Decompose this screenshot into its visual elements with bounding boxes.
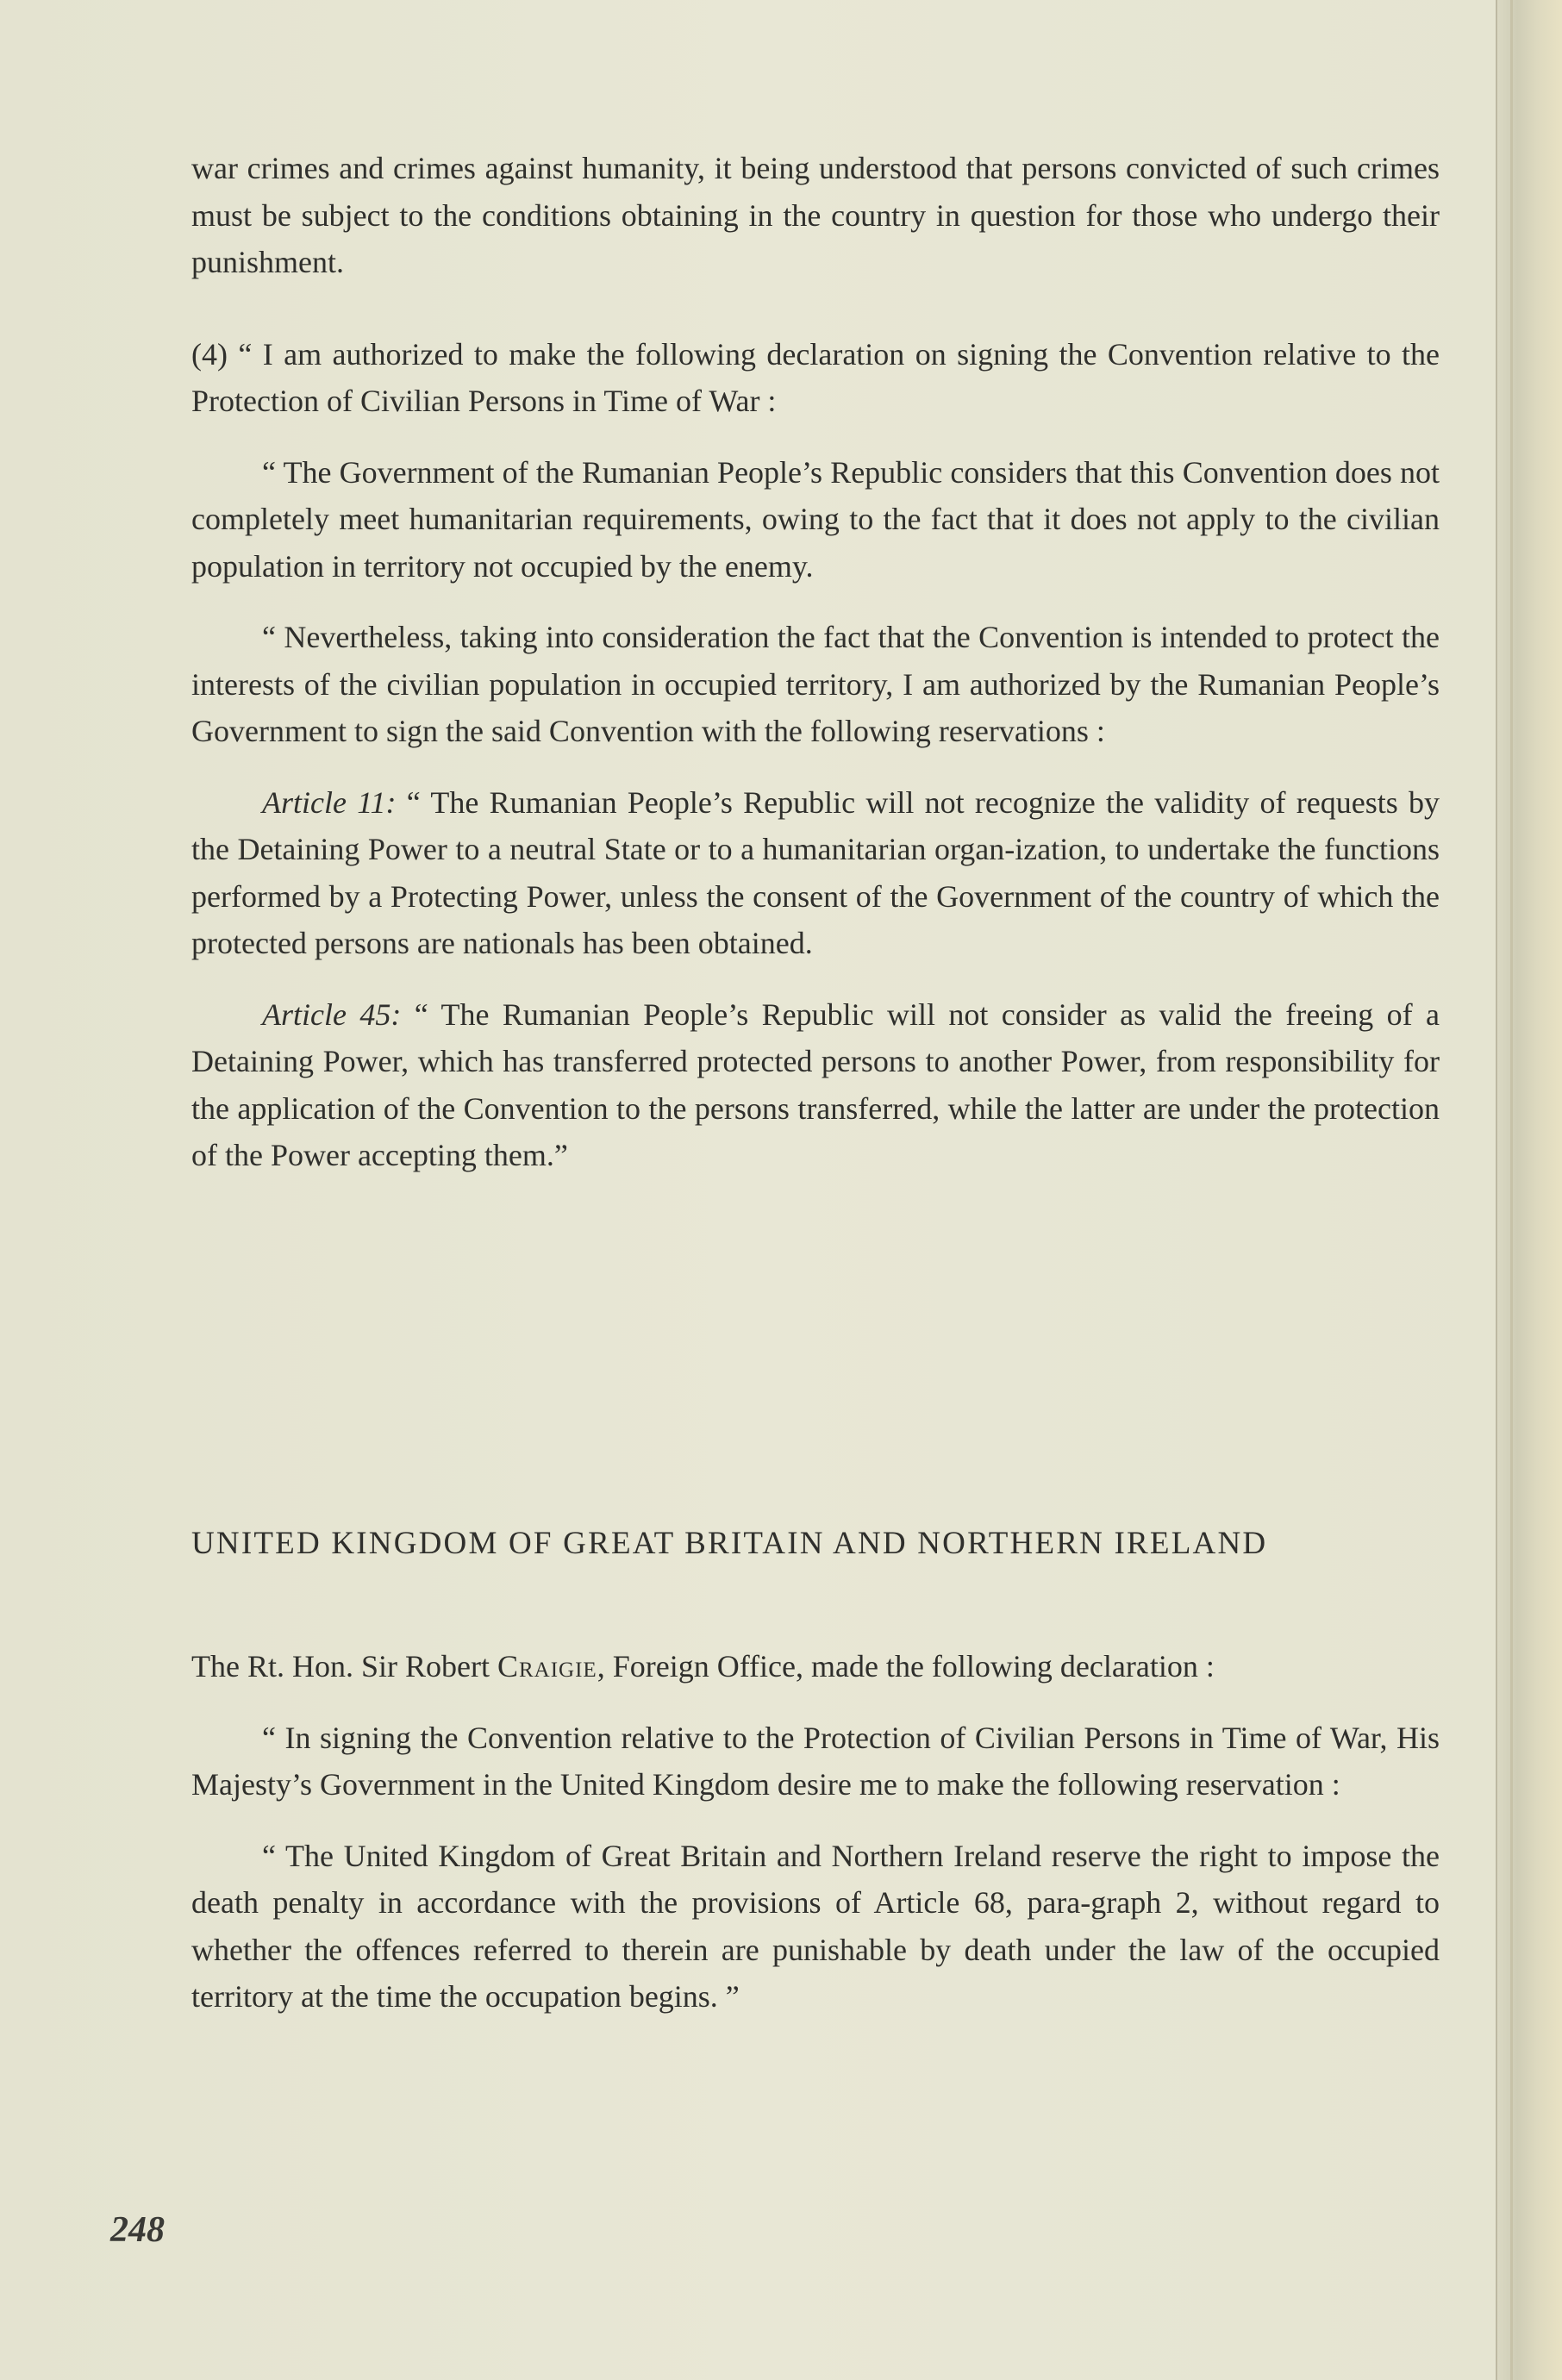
article-11-label: Article 11: [262,784,397,820]
paragraph-government-view: “ The Government of the Rumanian People’s Republic considers that this Convention does not completely meet humanitarian requirements, owing to the fact that it does not apply to the civilian population in territory not occupied by the enemy. [191,454,1440,584]
paragraph-article-11 [191,779,1440,967]
body-text-top [191,145,1440,1179]
paragraph-uk-reservation: “ The United Kingdom of Great Britain and Northern Ireland reserve the right to impose the death penalty in accordance with the provisions of Article 68, para-graph 2, without regard to whether the offences referred to therein are punishable by death under the law of the occupied territory at the time the occupation begins. ” [191,1838,1440,2014]
body-text-uk [191,1643,1440,2021]
book-page-edge [1496,0,1562,2380]
article-45-label: Article 45: [262,996,402,1032]
paragraph-uk-signing: “ In signing the Convention relative to the Protection of Civilian Persons in Time of War, His Majesty’s Government in the United Kingdom desire me to make the following reservation : [191,1720,1440,1802]
paragraph-continuation: war crimes and crimes against humanity, it being understood that persons convicted of such crimes must be subject to the conditions obtaining in the country in question for those who undergo their punishment. [191,151,1440,279]
uk-intro-before: The Rt. Hon. Sir Robert [191,1649,497,1683]
paragraph-nevertheless: “ Nevertheless, taking into consideration the fact that the Convention is intended to protect the interests of the civilian population in occupied territory, I am authorized by the Rumanian People’s Government to sign the said Convention with the following reservations : [191,620,1440,748]
paragraph-article-45 [191,991,1440,1179]
book-gutter-line [1510,0,1513,2380]
article-11-text: “ The Rumanian People’s Republic will not recognize the validity of requests by the Detaining Power to a neutral State or to a humanitarian organ-ization, to undertake the functions performed by a Protecting Power, unless the consent of the Government of the country of which the protected persons are nationals has been obtained. [191,784,1440,960]
uk-intro-after: , Foreign Office, made the following declaration : [597,1649,1215,1683]
paragraph-uk-intro [191,1643,1440,1690]
article-45-text: “ The Rumanian People’s Republic will not consider as valid the freeing of a Detaining Power, which has transferred protected persons to another Power, from responsibility for the application of the Convention to the persons transferred, while the latter are under the protection of the Power accepting them.” [191,996,1440,1172]
uk-intro-name: Craigie [497,1649,597,1683]
page-number: 248 [110,2210,165,2250]
section-heading-uk: UNITED KINGDOM OF GREAT BRITAIN AND NORTHERN IRELAND [191,1526,1268,1561]
paragraph-declaration-4: (4) “ I am authorized to make the following declaration on signing the Convention relative to the Protection of Civilian Persons in Time of War : [191,336,1440,418]
